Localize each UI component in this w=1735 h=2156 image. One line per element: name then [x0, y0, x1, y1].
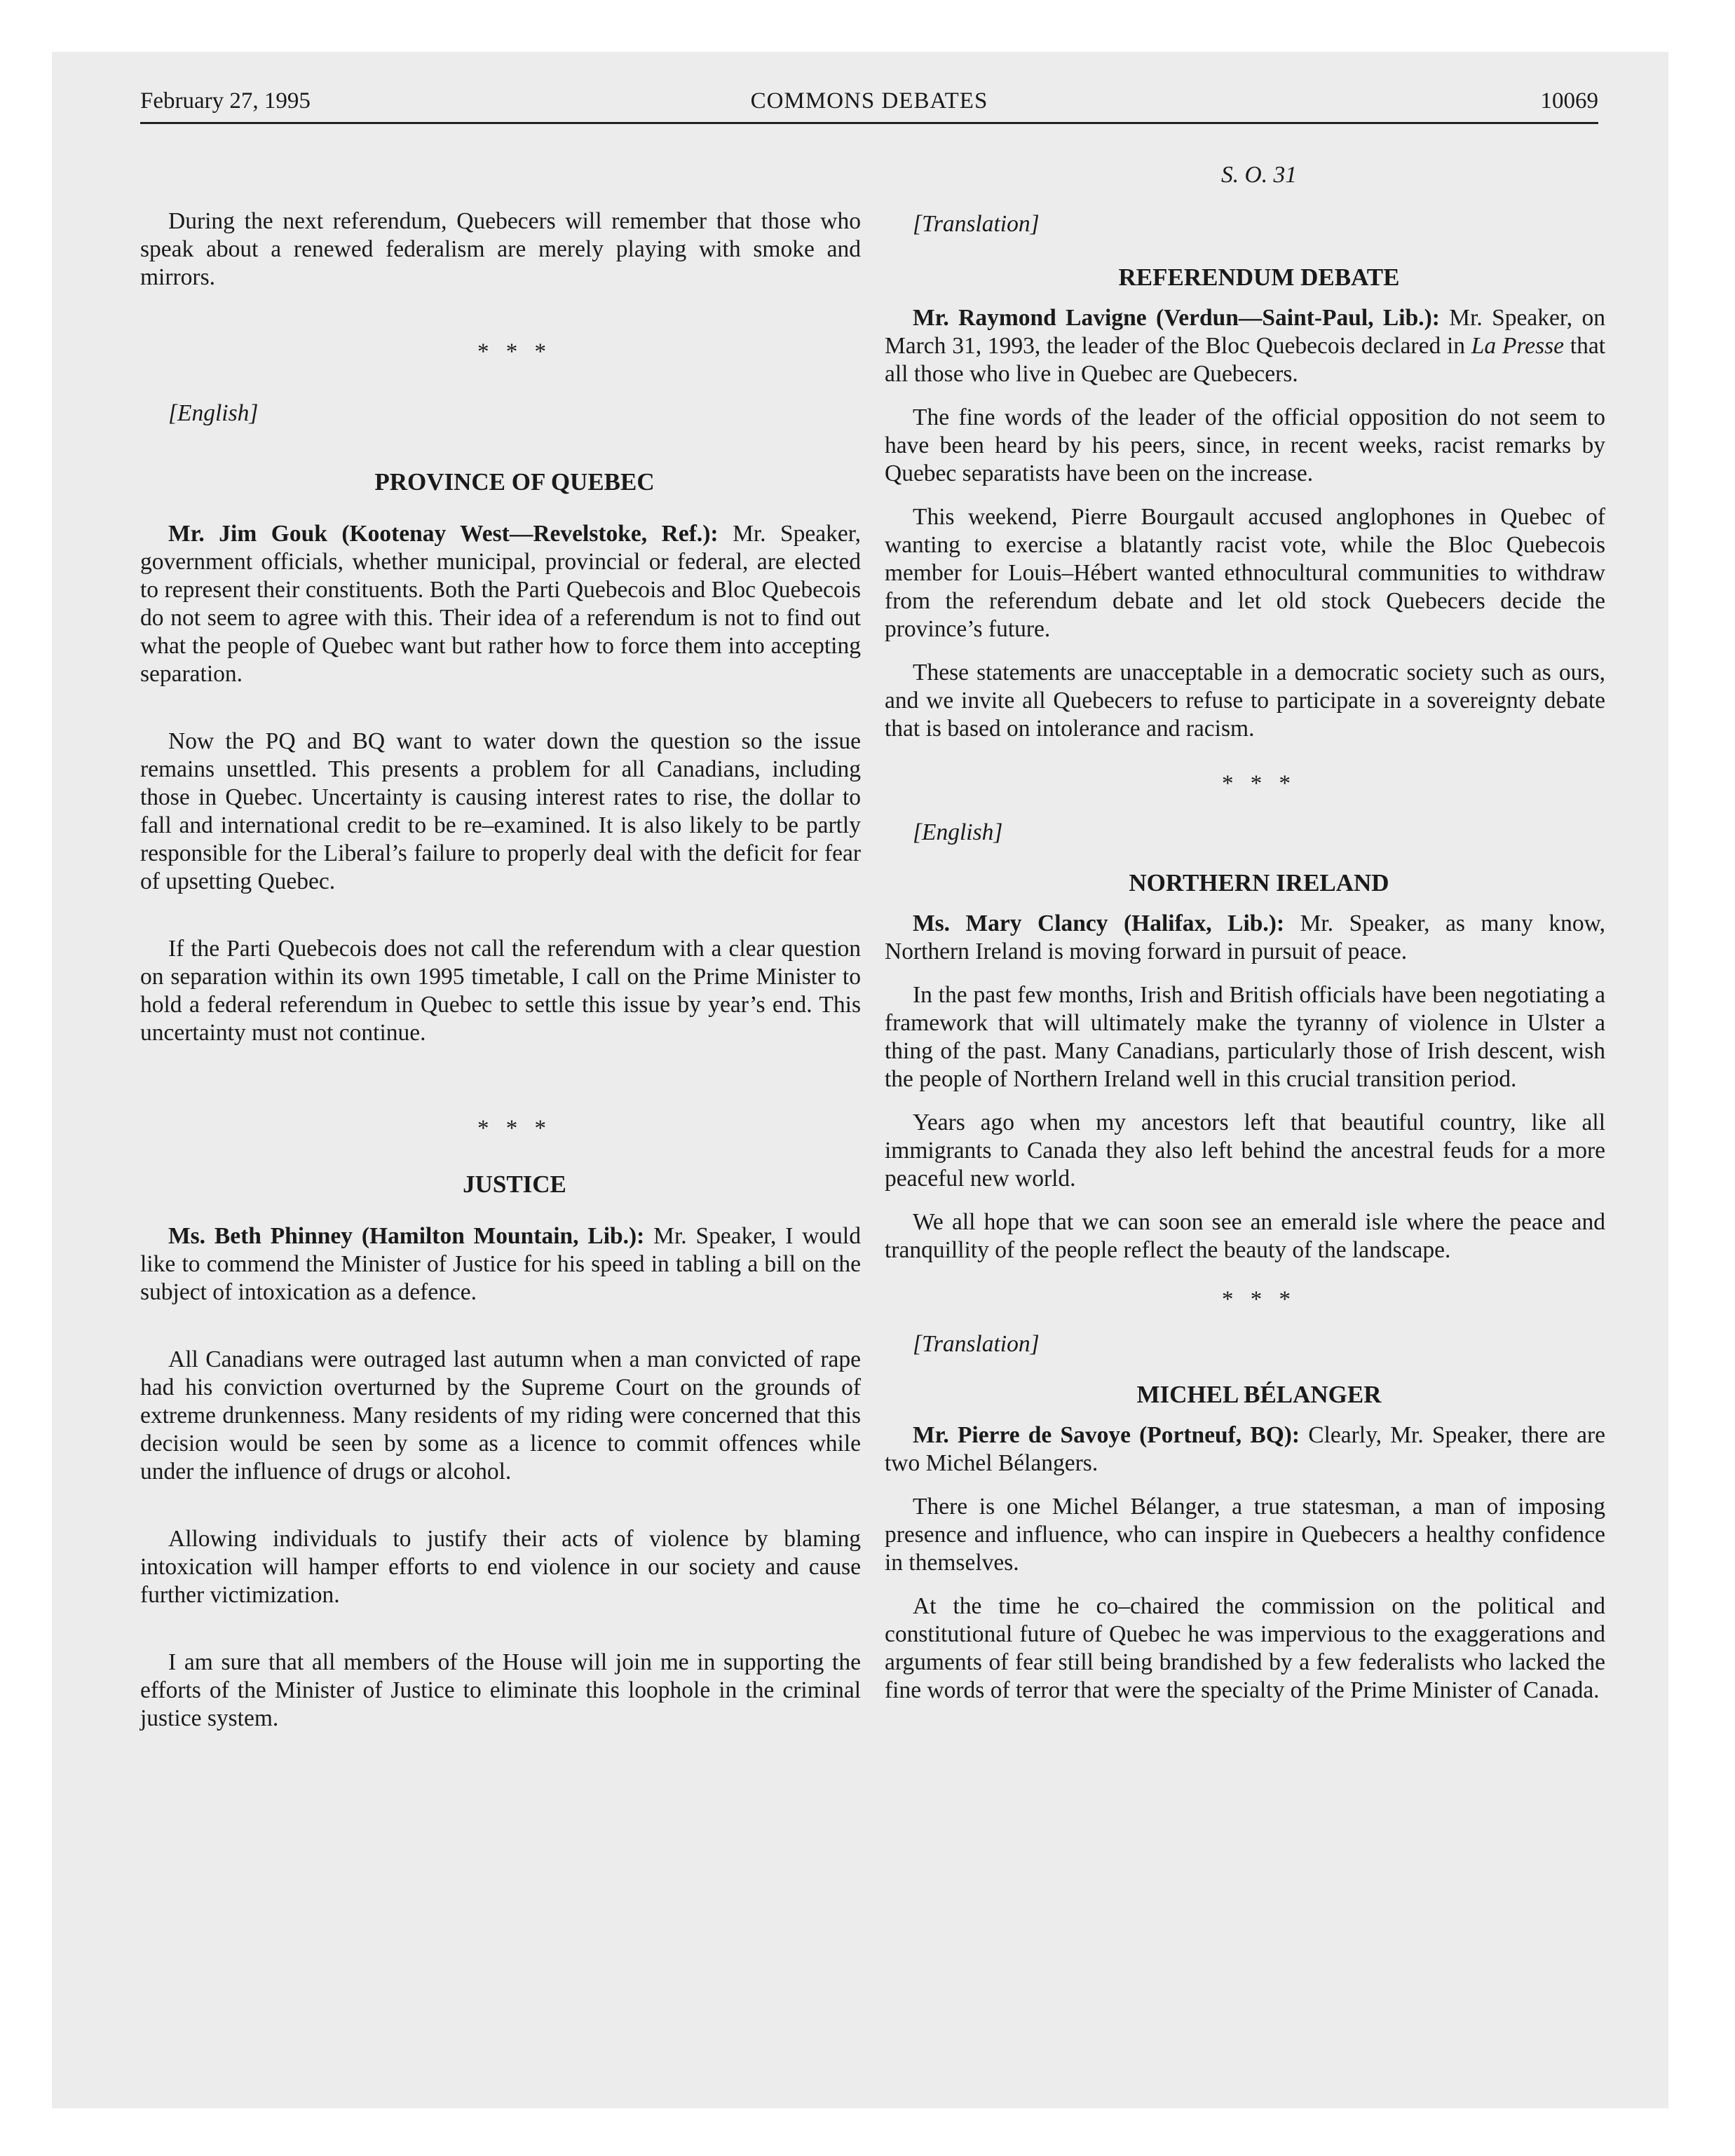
speech-text: Mr. Speaker, as many know, Northern Ireland is moving forward in pursuit of peace. — [885, 910, 1605, 964]
section-heading: REFERENDUM DEBATE — [1118, 264, 1400, 291]
speech-paragraph: The fine words of the leader of the official opposition do not seem to have been heard by his peers, since, in recent weeks, racist remarks by Quebec separatists have been on the increase. — [885, 404, 1605, 486]
intro-paragraph: During the next referendum, Quebecers will remember that those who speak about a renewed federalism are merely playing with smoke and mirrors. — [140, 208, 861, 290]
speech-paragraph: Years ago when my ancestors left that beautiful country, like all immigrants to Canada they also left behind the ancestral feuds for a more peaceful new world. — [885, 1110, 1605, 1192]
speech-text: Mr. Speaker, on March 31, 1993, the leader of the Bloc Quebecois declared in — [885, 305, 1605, 359]
speech-paragraph — [885, 304, 1605, 388]
speaker-name: Ms. Beth Phinney (Hamilton Mountain, Lib.): — [168, 1223, 645, 1249]
speech-paragraph: Allowing individuals to justify their acts of violence by blaming intoxication will hamper efforts to end violence in our society and cause further victimization. — [140, 1526, 861, 1608]
speech-paragraph: All Canadians were outraged last autumn when a man convicted of rape had his conviction overturned by the Supreme Court on the grounds of extreme drunkenness. Many residents of my riding were concerned that this decision would be seen by some as a licence to commit offences while under the influence of drugs or alcohol. — [140, 1346, 861, 1485]
speech-paragraph: This weekend, Pierre Bourgault accused anglophones in Quebec of wanting to exercise a blatantly racist vote, while the Bloc Quebecois member for Louis–Hébert wanted ethnocultural communities to withdraw from the referendum debate and let old stock Quebecers decide the province’s future. — [885, 504, 1605, 642]
running-header — [140, 88, 1598, 124]
right-column — [885, 161, 1605, 1720]
speaker-name: Mr. Raymond Lavigne (Verdun—Saint-Paul, Lib.): — [913, 305, 1440, 331]
speech-text: that all those who live in Quebec are Quebecers. — [885, 333, 1606, 387]
speaker-name: Mr. Jim Gouk (Kootenay West—Revelstoke, Ref.): — [168, 521, 719, 547]
language-tag: [Translation] — [913, 211, 1040, 237]
speech-text: Mr. Speaker, government officials, whether municipal, provincial or federal, are elected to represent their constituents. Both the Parti Quebecois and Bloc Quebecois do not seem to agree with this. Their idea of a referendum is not to find out what the people of Quebec want but rather how to force them into accepting separation. — [140, 521, 861, 687]
speech-paragraph: At the time he co–chaired the commission on the political and constitutional future of Quebec he was impervious to the exaggerations and arguments of fear still being brandished by a few federalists who lacked the fine words of terror that were the specialty of the Prime Minister of Canada. — [885, 1593, 1605, 1703]
language-tag: [English] — [168, 400, 259, 426]
speech-paragraph: Now the PQ and BQ want to water down the question so the issue remains unsettled. This presents a problem for all Canadians, including those in Quebec. Uncertainty is causing interest rates to rise, the dollar to fall and international credit to be re–examined. It is also likely to be partly responsible for the Liberal’s failure to properly deal with the deficit for fear of upsetting Quebec. — [140, 728, 861, 894]
speech-paragraph: We all hope that we can soon see an emerald isle where the peace and tranquillity of the people reflect the beauty of the landscape. — [885, 1209, 1605, 1263]
header-page-number: 10069 — [1540, 88, 1598, 114]
header-date: February 27, 1995 — [140, 88, 311, 114]
speaker-name: Mr. Pierre de Savoye (Portneuf, BQ): — [913, 1422, 1300, 1448]
speech-paragraph — [885, 910, 1605, 966]
speech-text: Clearly, Mr. Speaker, there are two Michel Bélangers. — [885, 1422, 1605, 1476]
speech-paragraph: I am sure that all members of the House will join me in supporting the efforts of the Minister of Justice to eliminate this loophole in the criminal justice system. — [140, 1649, 861, 1731]
section-heading: NORTHERN IRELAND — [1129, 869, 1389, 896]
speech-paragraph — [140, 1222, 861, 1306]
speech-paragraph: There is one Michel Bélanger, a true statesman, a man of imposing presence and influence, who can inspire in Quebecers a healthy confidence in themselves. — [885, 1494, 1605, 1576]
speaker-name: Ms. Mary Clancy (Halifax, Lib.): — [913, 910, 1285, 936]
left-column — [140, 161, 861, 1748]
header-title: COMMONS DEBATES — [750, 88, 988, 114]
speech-paragraph — [140, 520, 861, 688]
speech-paragraph: These statements are unacceptable in a democratic society such as ours, and we invite all Quebecers to refuse to participate in a sovereignty debate that is based on intolerance and racism. — [885, 660, 1605, 742]
section-heading: MICHEL BÉLANGER — [1136, 1381, 1382, 1408]
section-separator: * * * — [477, 1116, 552, 1141]
section-heading: JUSTICE — [463, 1171, 566, 1198]
language-tag: [English] — [913, 819, 1003, 845]
section-separator: * * * — [477, 339, 552, 364]
publication-title: La Presse — [1471, 333, 1565, 359]
standing-order-label: S. O. 31 — [1221, 162, 1297, 188]
section-separator: * * * — [1222, 1287, 1296, 1312]
speech-text: Mr. Speaker, I would like to commend the Minister of Justice for his speed in tabling a bill on the subject of intoxication as a defence. — [140, 1223, 861, 1305]
speech-paragraph: If the Parti Quebecois does not call the referendum with a clear question on separation within its own 1995 timetable, I call on the Prime Minister to hold a federal referendum in Quebec to settle this issue by year’s end. This uncertainty must not continue. — [140, 936, 861, 1046]
speech-paragraph: In the past few months, Irish and British officials have been negotiating a framework that will ultimately make the tyranny of violence in Ulster a thing of the past. Many Canadians, particularly those of Irish descent, wish the people of Northern Ireland well in this crucial transition period. — [885, 982, 1605, 1092]
section-heading: PROVINCE OF QUEBEC — [374, 468, 655, 496]
language-tag: [Translation] — [913, 1331, 1040, 1357]
section-separator: * * * — [1222, 771, 1296, 796]
speech-paragraph — [885, 1421, 1605, 1478]
